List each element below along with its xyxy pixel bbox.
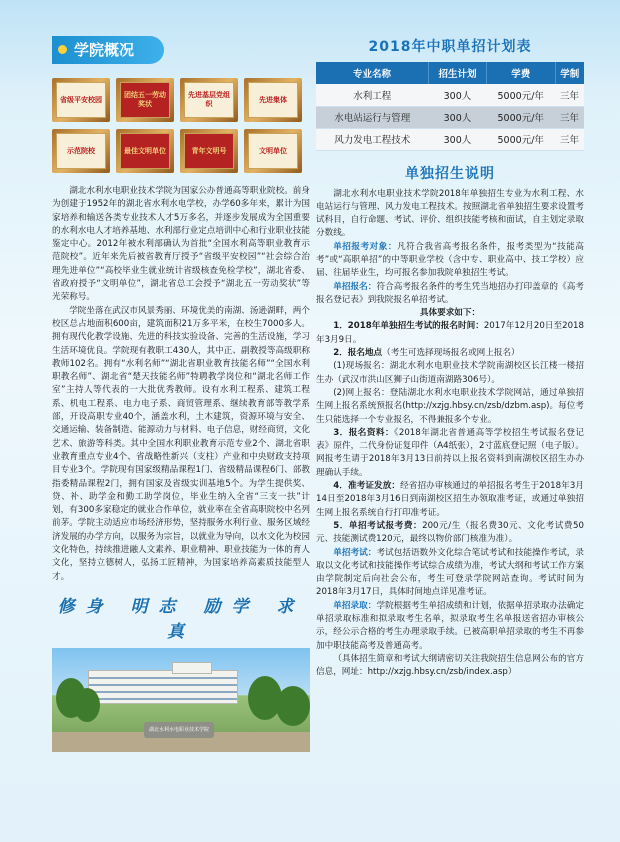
award-plaque: 青年文明号 bbox=[180, 129, 238, 173]
table-cell: 5000元/年 bbox=[486, 106, 555, 128]
plan-table-title: 2018年中职单招计划表 bbox=[368, 39, 532, 55]
notes-item-2: 2．报名地点（考生可选择现场报名或网上报名） bbox=[333, 348, 520, 359]
column-header: 招生计划 bbox=[429, 62, 487, 84]
notes-footer: （具体招生简章和考试大纲请密切关注我院招生信息网公布的官方信息，网址：http://xzjg.hbsy.cn/zsb/index.asp） bbox=[316, 653, 584, 678]
notes-item-3: 3．报名资料：《2018年湖北省普通高等学校招生考试报名登记表》原件，二代身份证复印件（A4纸张），2寸蓝底登记照（电子版）。网报考生请于2018年3月13日前持以上报名资料到南湖校区招生办办理确认手续。 bbox=[316, 427, 584, 478]
notes-item-1: 1．2018年单独招生考试的报名时间：2017年12月20日至2018年3月9日。 bbox=[316, 321, 584, 345]
column-header: 学制 bbox=[555, 62, 584, 84]
notes-item-5: 5．单招考试报考费：200元/生（报名费30元、文化考试费50元、技能测试费120元，最终以物价部门核准为准）。 bbox=[316, 520, 584, 545]
table-header-row bbox=[316, 62, 584, 84]
campus-building bbox=[88, 670, 238, 704]
admission-notes-title: 单独招生说明 bbox=[405, 165, 495, 182]
table-cell: 风力发电工程技术 bbox=[316, 128, 429, 150]
award-plaques bbox=[52, 78, 302, 173]
college-overview-title: 学院概况 bbox=[52, 36, 164, 64]
overview-paragraph: 湖北水利水电职业技术学院为国家公办普通高等职业院校。前身为创建于1952年的湖北省水利水电学校，办学60多年来，累计为国家培养和输送各类专业技术人才5万多名，并逐步发展成为全国重要的水利水电人才培养基地、水利部行业定点培训中心和行业职业技能鉴定中心。2012年被水利部确认为首批“全国水利高等职业教育示范院校”。近年来先后被省教育厅授予“省级平安校园”“社会综合治理先进单位”“高校毕业生就业统计省级核查免检学校”，湖北省委、省政府授予“文明单位”，湖北省总工会授予“湖北五一劳动奖状”等光荣称号。 bbox=[52, 186, 310, 303]
table-cell: 300人 bbox=[429, 128, 487, 150]
tree bbox=[74, 688, 100, 722]
notes-exam: 单招考试：考试包括语数外文化综合笔试考试和技能操作考试，录取以文化考试和技能操作考试综合成绩为准，考试大纲和考试工作方案由学院制定后向社会公布，考生可登录学院网站查询。考试时间为2018年3月17日，具体时间地点详见准考证。 bbox=[316, 547, 584, 598]
tree bbox=[276, 686, 310, 726]
award-plaque: 文明单位 bbox=[244, 129, 302, 173]
table-cell: 300人 bbox=[429, 106, 487, 128]
column-header: 专业名称 bbox=[316, 62, 429, 84]
admission-column bbox=[316, 36, 584, 679]
table-cell: 300人 bbox=[429, 84, 487, 106]
school-motto: 修身 明志 励学 求真 bbox=[57, 596, 305, 642]
table-cell: 三年 bbox=[555, 128, 584, 150]
table-cell: 三年 bbox=[555, 106, 584, 128]
admission-notes-text bbox=[316, 188, 584, 680]
table-row bbox=[316, 84, 584, 106]
award-plaque: 先进集体 bbox=[244, 78, 302, 122]
notes-item-2a: (1)现场报名：湖北水利水电职业技术学院南湖校区长江楼一楼招生办（武汉市洪山区狮子山街道南湖路306号）。 bbox=[316, 361, 584, 385]
column-header: 学费 bbox=[486, 62, 555, 84]
notes-intro: 湖北水利水电职业技术学院2018年单独招生专业为水利工程、水电站运行与管理、风力发电工程技术。按照湖北省单独招生要求设置考试科目，自行命题、考试、评价、组织技能考核和面试，自主划定录取分数线。 bbox=[316, 188, 584, 239]
table-cell: 三年 bbox=[555, 84, 584, 106]
table-row bbox=[316, 106, 584, 128]
campus-building bbox=[172, 662, 212, 674]
college-overview-text bbox=[52, 185, 310, 584]
notes-target: 单招报考对象：凡符合我省高考报名条件，报考类型为“技能高考”或“高职单招”的中等职业学校（含中专、职业高中、技工学校）应届、往届毕业生，均可报名参加我院单独招生考试。 bbox=[316, 241, 584, 279]
table-cell: 5000元/年 bbox=[486, 128, 555, 150]
table-cell: 水电站运行与管理 bbox=[316, 106, 429, 128]
award-plaque: 先进基层党组织 bbox=[180, 78, 238, 122]
college-overview-column bbox=[52, 36, 310, 752]
admission-plan-table bbox=[316, 62, 584, 151]
table-row bbox=[316, 128, 584, 150]
notes-details-heading: 具体要求如下： bbox=[419, 308, 481, 319]
award-plaque: 省级平安校园 bbox=[52, 78, 110, 122]
notes-item-2b: (2)网上报名：登陆湖北水利水电职业技术学院网站，通过单独招生网上报名系统预报名(http://xzjg.hbsy.cn/zsb/dzbm.asp)。每位考生只能选择一个专业报名，不得兼报多个专业。 bbox=[316, 387, 584, 425]
notes-admit: 单招录取：学院根据考生单招成绩和计划，依据单招录取办法确定单招录取标准和拟录取考生名单，拟录取考生名单报送省招办审核公示，经公示合格的考生办理录取手续。已被高职单招录取的考生不再参加中职技能高考及普通高考。 bbox=[316, 600, 584, 651]
notes-item-4: 4．准考证发放：经省招办审核通过的单招报名考生于2018年3月14日至2018年3月16日到南湖校区招生办领取准考证，或通过单独招生网上报名系统自行打印准考证。 bbox=[316, 481, 584, 518]
award-plaque: 团结五一劳动奖状 bbox=[116, 78, 174, 122]
table-cell: 水利工程 bbox=[316, 84, 429, 106]
campus-photo bbox=[52, 648, 310, 752]
notes-signup-label: 单招报名： bbox=[333, 281, 377, 292]
overview-paragraph: 学院坐落在武汉市风景秀丽、环境优美的南湖、汤逊湖畔，两个校区总占地面积600亩，建筑面积21万多平米，在校生7000多人。拥有现代化教学设施、先进的科技实验设备、完善的生活设施，学习生活环境优良。学院现有教职工430人，其中正、副教授等高级职称教师102名。拥有“水利名师”“湖北省职业教育技能名师”“全国水利职教名师”、湖北省“楚天技能名师”特聘教学岗位和“湖北名师工作室”主持人等代表的一大批优秀教师。设有水利工程系、建筑工程系、机电工程系、电力电子系、商贸管理系、继续教育部等教学系部，开设高职专业40个，涵盖水利，土木建筑，资源环境与安全、交通运输、装备制造、能源动力与材料、电子信息，财经商贸，文化艺术、旅游等科类。其中全国水利职业教育示范专业2个、湖北省职业教育重点专业4个、省战略性新兴（支柱）产业和中央财政支持项目专业3个。学院现有国家级精品课程1门、省级精品课程6门、部教指委精品课程2门，拥有国家及省级实训基地5个。为学生提供奖、贷、补、助学金和勤工助学岗位，毕业生纳入全省“三支一扶”计划，有300多家稳定的就业合作单位，就业率在全省高职院校中名列前茅。学院主动适应市场经济形势，坚持服务水利行业、服务区域经济发展的办学方向，以服务为宗旨，以就业为导向，以水文化为校园文化特色，持续推进融人文素养、职业精神、职业技能为一体的育人文化，坚持立德树人，弘扬工匠精神，为国家培养高素质技能型人才。 bbox=[52, 305, 310, 582]
award-plaque: 最佳文明单位 bbox=[116, 129, 174, 173]
notes-target-label: 单招报考对象： bbox=[333, 241, 398, 252]
table-cell: 5000元/年 bbox=[486, 84, 555, 106]
notes-signup: 单招报名：符合高考报名条件的考生凭当地招办打印盖章的《高考报名登记表》到我院报名单招考试。 bbox=[316, 281, 584, 305]
award-plaque: 示范院校 bbox=[52, 129, 110, 173]
campus-name-stone: 湖北水利水电职业技术学院 bbox=[144, 722, 214, 738]
